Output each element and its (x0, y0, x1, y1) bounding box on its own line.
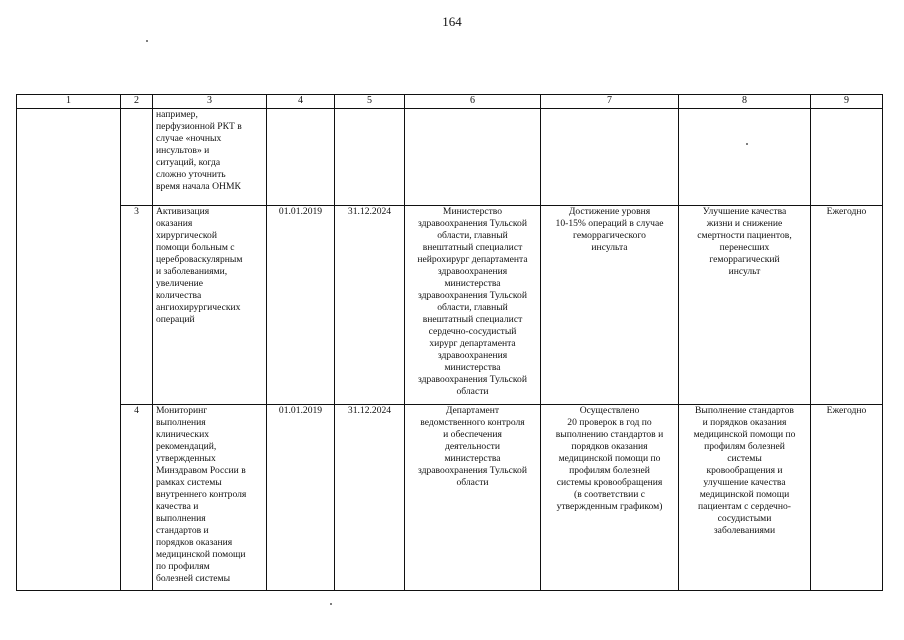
cell-start: 01.01.2019 (267, 206, 335, 405)
cell-responsible: Министерство здравоохранения Тульской области, главный внештатный специалист нейрохирург департамента здравоохранения министерства здравоохранения Тульской области, главный внештатный специалист сердечно-сосудистый хирург департамента здравоохранения министерства здравоохранения Тульской области (405, 206, 541, 405)
cell-effect: Улучшение качества жизни и снижение смертности пациентов, перенесших геморрагический инсульт (679, 206, 811, 405)
table-row-continued (17, 109, 883, 206)
table-row (17, 405, 883, 591)
cell-end: 31.12.2024 (335, 405, 405, 591)
cell-num: 4 (121, 405, 153, 591)
cell-result (541, 109, 679, 206)
cell-frequency (811, 109, 883, 206)
cell-effect: Выполнение стандартов и порядков оказания медицинской помощи по профилям болезней системы кровообращения и улучшение качества медицинской помощи пациентам с сердечно- сосудистыми заболеваниями (679, 405, 811, 591)
cell-result: Достижение уровня 10-15% операций в случае геморрагического инсульта (541, 206, 679, 405)
header-col-8: 8 (679, 95, 811, 109)
cell-activity: Активизация оказания хирургической помощи больным с цереброваскулярным и заболеваниями, увеличение количества ангиохирургических операций (153, 206, 267, 405)
header-col-3: 3 (153, 95, 267, 109)
cell-end: 31.12.2024 (335, 206, 405, 405)
scan-speck (146, 40, 148, 42)
header-col-6: 6 (405, 95, 541, 109)
header-col-7: 7 (541, 95, 679, 109)
header-col-2: 2 (121, 95, 153, 109)
cell-activity: например, перфузионной РКТ в случае «ночных инсультов» и ситуаций, когда сложно уточнить время начала ОНМК (153, 109, 267, 206)
cell-responsible: Департамент ведомственного контроля и обеспечения деятельности министерства здравоохранения Тульской области (405, 405, 541, 591)
cell-frequency: Ежегодно (811, 405, 883, 591)
header-col-4: 4 (267, 95, 335, 109)
page-number: 164 (442, 14, 462, 29)
scan-speck (330, 603, 332, 605)
cell-activity: Мониторинг выполнения клинических рекомендаций, утвержденных Минздравом России в рамках системы внутреннего контроля качества и выполнения стандартов и порядков оказания медицинской помощи по профилям болезней системы (153, 405, 267, 591)
cell-result: Осуществлено 20 проверок в год по выполнению стандартов и порядков оказания медицинской помощи по профилям болезней системы кровообращения (в соответствии с утвержденным графиком) (541, 405, 679, 591)
header-col-9: 9 (811, 95, 883, 109)
cell-start: 01.01.2019 (267, 405, 335, 591)
cell-frequency: Ежегодно (811, 206, 883, 405)
group-cell-col1 (17, 109, 121, 591)
header-col-5: 5 (335, 95, 405, 109)
header-col-1: 1 (17, 95, 121, 109)
cell-responsible (405, 109, 541, 206)
measures-table (16, 94, 883, 591)
header-row (17, 95, 883, 109)
cell-start (267, 109, 335, 206)
cell-effect (679, 109, 811, 206)
cell-num: 3 (121, 206, 153, 405)
cell-end (335, 109, 405, 206)
cell-num (121, 109, 153, 206)
table-row (17, 206, 883, 405)
